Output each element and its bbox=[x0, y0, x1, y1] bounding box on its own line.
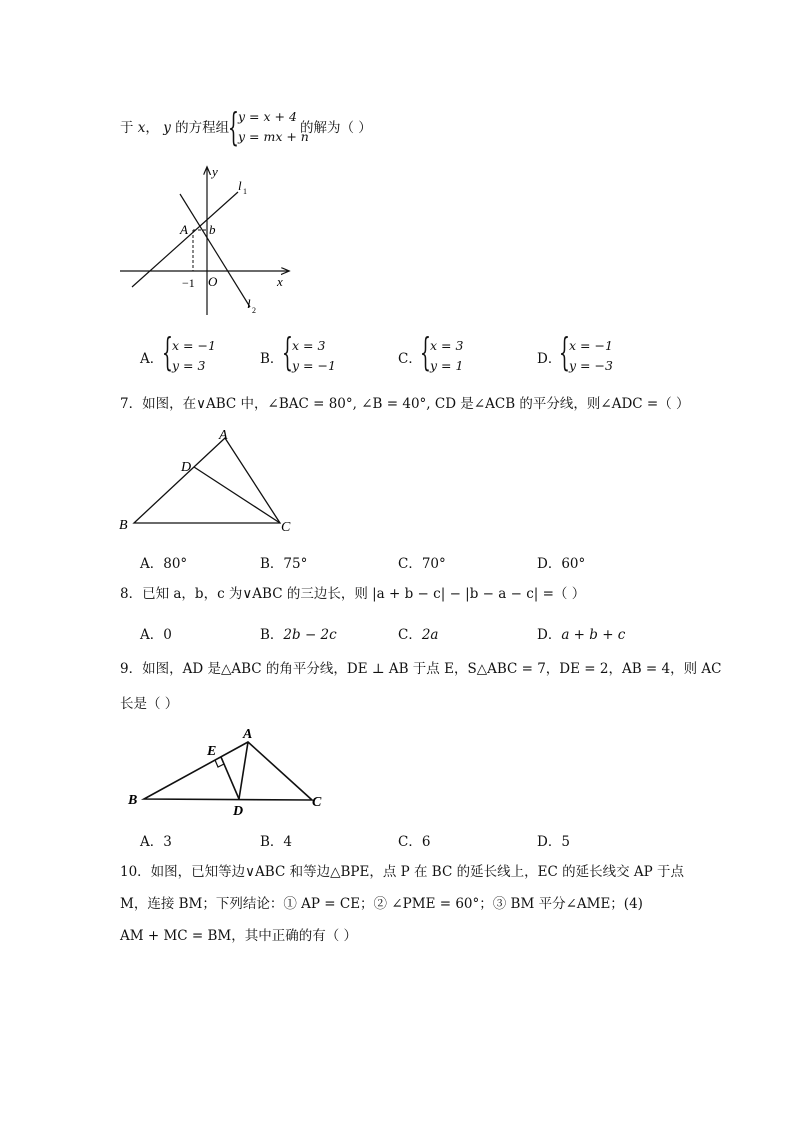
q6-option-a-brace: { bbox=[162, 330, 173, 374]
q6-option-d-y: y = −3 bbox=[569, 358, 613, 373]
q6-stem-x: x bbox=[137, 120, 146, 136]
q6-option-a-y: y = 3 bbox=[172, 358, 206, 373]
q7-label-A: A bbox=[219, 428, 228, 443]
q6-option-c-x: x = 3 bbox=[430, 338, 464, 353]
q6-system-brace: { bbox=[228, 105, 239, 149]
q7-option-b-letter: B． bbox=[260, 556, 284, 572]
q9-option-a-value: 3 bbox=[163, 834, 172, 850]
q7-option-d-value: 60° bbox=[561, 556, 586, 572]
q7-option-b-value: 75° bbox=[283, 556, 308, 572]
q9-label-D: D bbox=[233, 804, 244, 818]
q7-option-a-letter: A． bbox=[140, 556, 164, 572]
q6-option-c-y: y = 1 bbox=[430, 358, 464, 373]
graph-label-y: y bbox=[212, 164, 218, 179]
q6-option-a-letter: A． bbox=[140, 351, 164, 367]
q9-stem-line2: 长是（ ） bbox=[120, 696, 179, 712]
q10-line1: 10．如图，已知等边∨ABC 和等边△BPE，点 P 在 BC 的延长线上，EC 的延长线交 AP 于点 bbox=[120, 864, 684, 880]
q9-label-B: B bbox=[128, 793, 138, 808]
graph-label-l1: l bbox=[238, 178, 242, 193]
q6-eq1: y = x + 4 bbox=[238, 109, 297, 124]
q7-label-B: B bbox=[119, 518, 128, 533]
q7-option-c-letter: C． bbox=[398, 556, 422, 572]
q9-option-b-letter: B． bbox=[260, 834, 284, 850]
q6-stem-y: y bbox=[163, 120, 171, 136]
q9-option-b-value: 4 bbox=[283, 834, 293, 850]
q8-option-a-letter: A． bbox=[140, 627, 164, 643]
q9-option-d-value: 5 bbox=[561, 834, 570, 850]
q6-graph bbox=[110, 160, 300, 320]
segment-de bbox=[221, 757, 239, 799]
triangle-abc bbox=[144, 742, 312, 800]
q8-option-d bbox=[537, 623, 625, 643]
q6-stem-suffix: 的解为（ ） bbox=[300, 120, 372, 136]
q9-label-E: E bbox=[207, 744, 217, 759]
q6-stem-prefix: 于 bbox=[120, 120, 134, 136]
segment-ad bbox=[239, 742, 248, 799]
graph-label-neg1: −1 bbox=[182, 276, 195, 290]
q6-option-a-x: x = −1 bbox=[172, 338, 216, 353]
q9-option-d bbox=[537, 830, 570, 850]
graph-label-x: x bbox=[277, 274, 283, 289]
q7-option-a-value: 80° bbox=[163, 556, 188, 572]
q7-option-d bbox=[537, 552, 585, 572]
q8-option-a-value: 0 bbox=[163, 627, 172, 643]
q6-option-b-x: x = 3 bbox=[292, 338, 326, 353]
q7-label-C: C bbox=[281, 520, 291, 535]
q8-option-b-letter: B． bbox=[260, 627, 284, 643]
q7-option-c-value: 70° bbox=[421, 556, 446, 572]
q8-option-b bbox=[260, 623, 337, 643]
q9-option-c-letter: C． bbox=[398, 834, 422, 850]
q6-stem bbox=[120, 119, 229, 137]
q7-option-b bbox=[260, 552, 307, 572]
q6-option-c-brace: { bbox=[420, 330, 431, 374]
q10-line2: M，连接 BM；下列结论：① AP = CE；② ∠PME = 60°；③ BM 平分∠AME；(4) bbox=[120, 896, 643, 912]
q6-option-c-letter: C． bbox=[398, 351, 422, 367]
graph-label-l1-sub: 1 bbox=[243, 187, 247, 196]
q9-option-a-letter: A． bbox=[140, 834, 164, 850]
graph-label-A: A bbox=[180, 222, 188, 237]
q8-option-c-letter: C． bbox=[398, 627, 422, 643]
q9-option-a bbox=[140, 830, 172, 850]
q8-stem: 8．已知 a，b，c 为∨ABC 的三边长，则 |a + b − c| − |b − a − c| =（ ） bbox=[120, 586, 586, 602]
q8-option-a bbox=[140, 623, 172, 643]
q9-option-b bbox=[260, 830, 292, 850]
q6-eq2: y = mx + n bbox=[238, 129, 309, 144]
q9-label-C: C bbox=[312, 795, 322, 810]
q7-option-d-letter: D． bbox=[537, 556, 562, 572]
q9-stem-line1: 9．如图，AD 是△ABC 的角平分线，DE ⊥ AB 于点 E，S△ABC = 7，DE = 2，AB = 4，则 AC bbox=[120, 661, 722, 677]
q6-option-d-brace: { bbox=[559, 330, 570, 374]
q7-stem: 7．如图，在∨ABC 中，∠BAC = 80°, ∠B = 40°, CD 是∠ACB 的平分线，则∠ADC =（ ） bbox=[120, 396, 690, 412]
q6-option-b-letter: B． bbox=[260, 351, 284, 367]
q9-label-A: A bbox=[243, 727, 253, 742]
graph-label-origin: O bbox=[208, 274, 218, 289]
graph-label-l2: l bbox=[247, 296, 251, 311]
q7-label-D: D bbox=[181, 460, 192, 475]
q6-option-d-x: x = −1 bbox=[569, 338, 613, 353]
q8-option-d-letter: D． bbox=[537, 627, 562, 643]
q6-stem-mid: 的方程组 bbox=[175, 120, 230, 136]
q10-line3: AM + MC = BM，其中正确的有（ ） bbox=[120, 928, 358, 944]
q6-option-b-brace: { bbox=[282, 330, 293, 374]
graph-label-b: b bbox=[209, 222, 216, 237]
q6-option-b-y: y = −1 bbox=[292, 358, 336, 373]
line-l1 bbox=[132, 192, 238, 287]
q7-option-a bbox=[140, 552, 187, 572]
q8-option-c bbox=[398, 623, 438, 643]
q8-option-d-value: a + b + c bbox=[561, 627, 626, 643]
segment-cd bbox=[194, 467, 280, 523]
q9-option-d-letter: D． bbox=[537, 834, 562, 850]
q6-stem-comma: ， bbox=[145, 120, 159, 136]
q9-option-c-value: 6 bbox=[421, 834, 431, 850]
graph-label-l2-sub: 2 bbox=[252, 306, 256, 315]
line-l2 bbox=[180, 194, 250, 307]
q6-option-d-letter: D． bbox=[537, 351, 562, 367]
q9-option-c bbox=[398, 830, 430, 850]
q7-figure bbox=[115, 425, 305, 537]
q9-figure bbox=[120, 722, 335, 818]
triangle-abc bbox=[134, 438, 280, 523]
q8-option-b-value: 2b − 2c bbox=[283, 627, 337, 643]
q8-option-c-value: 2a bbox=[421, 627, 439, 643]
q7-option-c bbox=[398, 552, 446, 572]
